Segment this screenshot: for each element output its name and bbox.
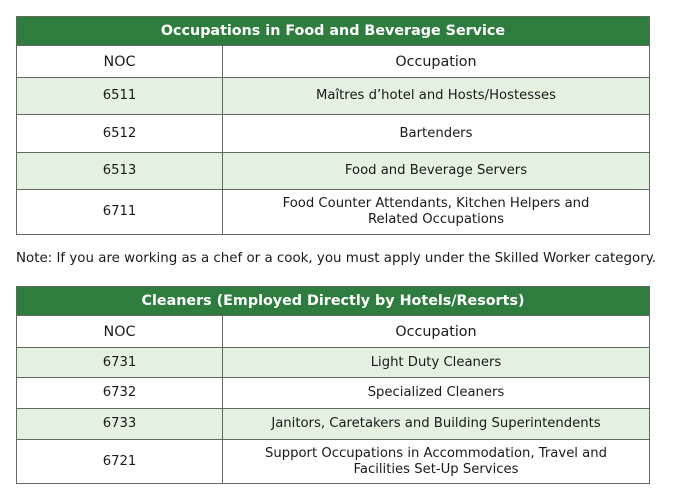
table-row <box>17 347 649 377</box>
table-row <box>17 189 649 234</box>
noc-header: NOC <box>17 46 223 77</box>
occupation-cell: Food Counter Attendants, Kitchen Helpers and Related Occupations <box>282 196 590 227</box>
noc-cell: 6731 <box>17 348 223 377</box>
noc-header: NOC <box>17 316 223 347</box>
food-beverage-table <box>16 16 650 235</box>
table-title: Occupations in Food and Beverage Service <box>160 23 506 39</box>
occupation-header: Occupation <box>395 53 477 70</box>
table-header-row <box>17 45 649 77</box>
noc-cell: 6513 <box>17 153 223 189</box>
occupation-header: Occupation <box>395 323 477 340</box>
occupation-cell: Support Occupations in Accommodation, Travel and Facilities Set-Up Services <box>265 445 607 477</box>
table-title: Cleaners (Employed Directly by Hotels/Resorts) <box>141 293 525 309</box>
table-row <box>17 377 649 408</box>
occupation-cell: Food and Beverage Servers <box>344 163 528 178</box>
noc-cell: 6733 <box>17 409 223 439</box>
table-row <box>17 152 649 189</box>
cleaners-table <box>16 286 650 484</box>
noc-cell: 6732 <box>17 378 223 408</box>
occupation-cell: Janitors, Caretakers and Building Superintendents <box>271 416 601 431</box>
occupation-cell: Bartenders <box>399 125 473 141</box>
noc-cell: 6721 <box>17 440 223 483</box>
occupation-cell: Maîtres d’hotel and Hosts/Hostesses <box>316 88 556 103</box>
noc-cell: 6512 <box>17 115 223 152</box>
noc-cell: 6511 <box>17 78 223 114</box>
occupation-cell: Light Duty Cleaners <box>370 354 502 370</box>
table-row <box>17 114 649 152</box>
table-title-row <box>17 287 649 315</box>
table-header-row <box>17 315 649 347</box>
table-title-row <box>17 17 649 45</box>
table-row <box>17 77 649 114</box>
table-row <box>17 408 649 439</box>
noc-cell: 6711 <box>17 190 223 234</box>
skilled-worker-note: Note: If you are working as a chef or a cook, you must apply under the Skilled Worker category. <box>16 251 656 266</box>
table-row <box>17 439 649 483</box>
occupation-cell: Specialized Cleaners <box>367 385 505 400</box>
